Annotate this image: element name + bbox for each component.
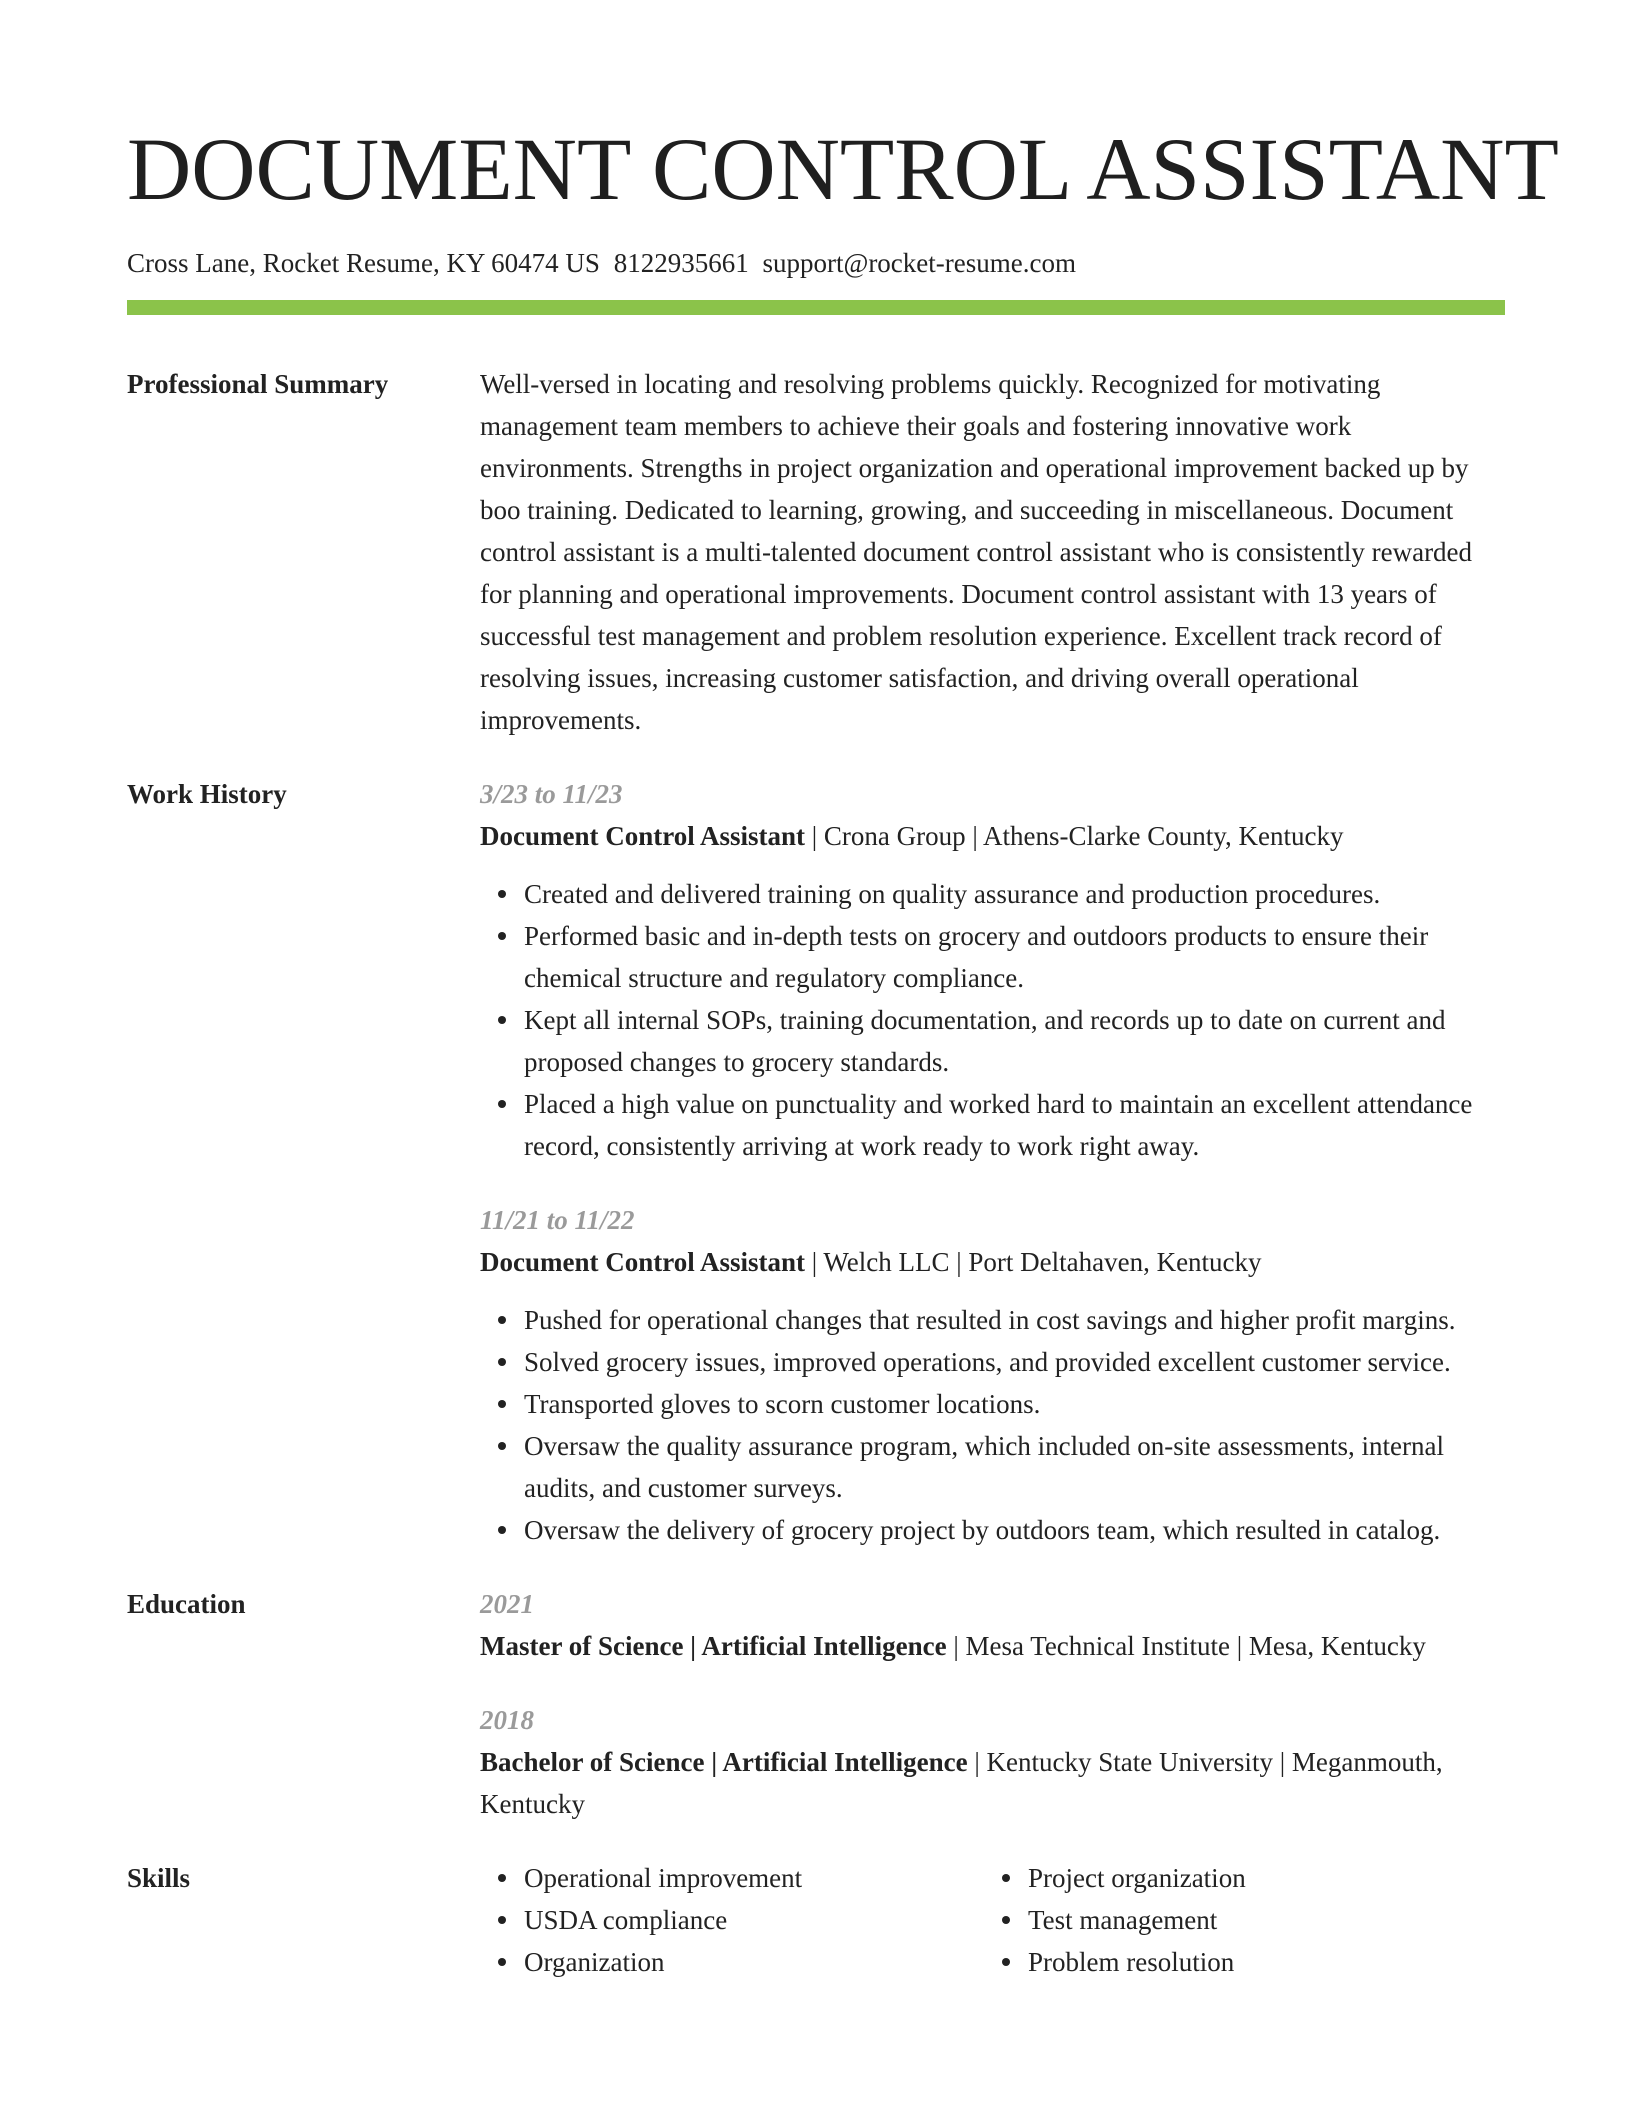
job-entry: [480, 773, 1505, 1167]
list-item: Solved grocery issues, improved operations, and provided excellent customer service.: [524, 1341, 1505, 1383]
job-title: Document Control Assistant: [480, 821, 806, 851]
education-body: [480, 1583, 1505, 1825]
education-section: [127, 1583, 1505, 1825]
degree-line: [480, 1741, 1505, 1825]
job-dates: 11/21 to 11/22: [480, 1205, 635, 1235]
list-item: Oversaw the quality assurance program, which included on-site assessments, internal audits, and customer surveys.: [524, 1425, 1505, 1509]
skills-section: [127, 1857, 1505, 1983]
list-item: Kept all internal SOPs, training documentation, and records up to date on current and proposed changes to grocery standards.: [524, 999, 1505, 1083]
skills-column-2: [984, 1857, 1484, 1983]
skill-item: Test management: [1028, 1899, 1484, 1941]
header-divider: [127, 300, 1505, 315]
work-history-section: [127, 773, 1505, 1551]
job-entry: [480, 1199, 1505, 1551]
degree-line: [480, 1625, 1505, 1667]
skills-list: [984, 1857, 1484, 1983]
contact-email: support@rocket-resume.com: [762, 248, 1076, 278]
skills-column-1: [480, 1857, 984, 1983]
summary-heading: Professional Summary: [127, 369, 389, 399]
job-bullets: [480, 873, 1505, 1167]
job-bullets: [480, 1299, 1505, 1551]
degree-title: Bachelor of Science | Artificial Intelligence: [480, 1747, 968, 1777]
degree-entry: [480, 1699, 1505, 1825]
skills-heading: Skills: [127, 1863, 191, 1893]
skill-item: Operational improvement: [524, 1857, 984, 1899]
contact-address: Cross Lane, Rocket Resume, KY 60474 US: [127, 248, 600, 278]
job-dates: 3/23 to 11/23: [480, 779, 623, 809]
list-item: Transported gloves to scorn customer locations.: [524, 1383, 1505, 1425]
degree-details: | Mesa Technical Institute | Mesa, Kentucky: [946, 1631, 1426, 1661]
work-history-heading: Work History: [127, 779, 287, 809]
contact-phone: 8122935661: [613, 248, 749, 278]
job-title: Document Control Assistant: [480, 1247, 806, 1277]
list-item: Oversaw the delivery of grocery project by outdoors team, which resulted in catalog.: [524, 1509, 1505, 1551]
degree-entry: [480, 1583, 1505, 1667]
list-item: Created and delivered training on quality assurance and production procedures.: [524, 873, 1505, 915]
skill-item: USDA compliance: [524, 1899, 984, 1941]
work-history-body: [480, 773, 1505, 1551]
degree-details: | Kentucky State University | Meganmouth, Kentucky: [480, 1747, 1443, 1819]
summary-text: Well-versed in locating and resolving problems quickly. Recognized for motivating management team members to achieve their goals and fostering innovative work environments. Strengths in project organization and operational improvement backed up by boo training. Dedicated to learning, growing, and succeeding in miscellaneous. Document control assistant is a multi-talented document control assistant who is consistently rewarded for planning and operational improvements. Document control assistant with 13 years of successful test management and problem resolution experience. Excellent track record of resolving issues, increasing customer satisfaction, and driving overall operational improvements.: [480, 369, 1473, 735]
list-item: Placed a high value on punctuality and worked hard to maintain an excellent attendance record, consistently arriving at work ready to work right away.: [524, 1083, 1505, 1167]
summary-section: [127, 363, 1505, 741]
job-details: | Welch LLC | Port Deltahaven, Kentucky: [805, 1247, 1262, 1277]
skills-grid: [480, 1857, 1505, 1983]
education-heading: Education: [127, 1589, 246, 1619]
job-role-line: [480, 815, 1505, 857]
skill-item: Project organization: [1028, 1857, 1484, 1899]
list-item: Pushed for operational changes that resulted in cost savings and higher profit margins.: [524, 1299, 1505, 1341]
degree-year: 2018: [480, 1705, 534, 1735]
resume-title: DOCUMENT CONTROL ASSISTANT: [127, 121, 1559, 219]
skill-item: Organization: [524, 1941, 984, 1983]
list-item: Performed basic and in-depth tests on grocery and outdoors products to ensure their chemical structure and regulatory compliance.: [524, 915, 1505, 999]
skills-list: [480, 1857, 984, 1983]
job-details: | Crona Group | Athens-Clarke County, Kentucky: [805, 821, 1344, 851]
contact-line: [127, 246, 1505, 280]
degree-title: Master of Science | Artificial Intelligence: [480, 1631, 947, 1661]
degree-year: 2021: [480, 1589, 534, 1619]
job-role-line: [480, 1241, 1505, 1283]
skill-item: Problem resolution: [1028, 1941, 1484, 1983]
